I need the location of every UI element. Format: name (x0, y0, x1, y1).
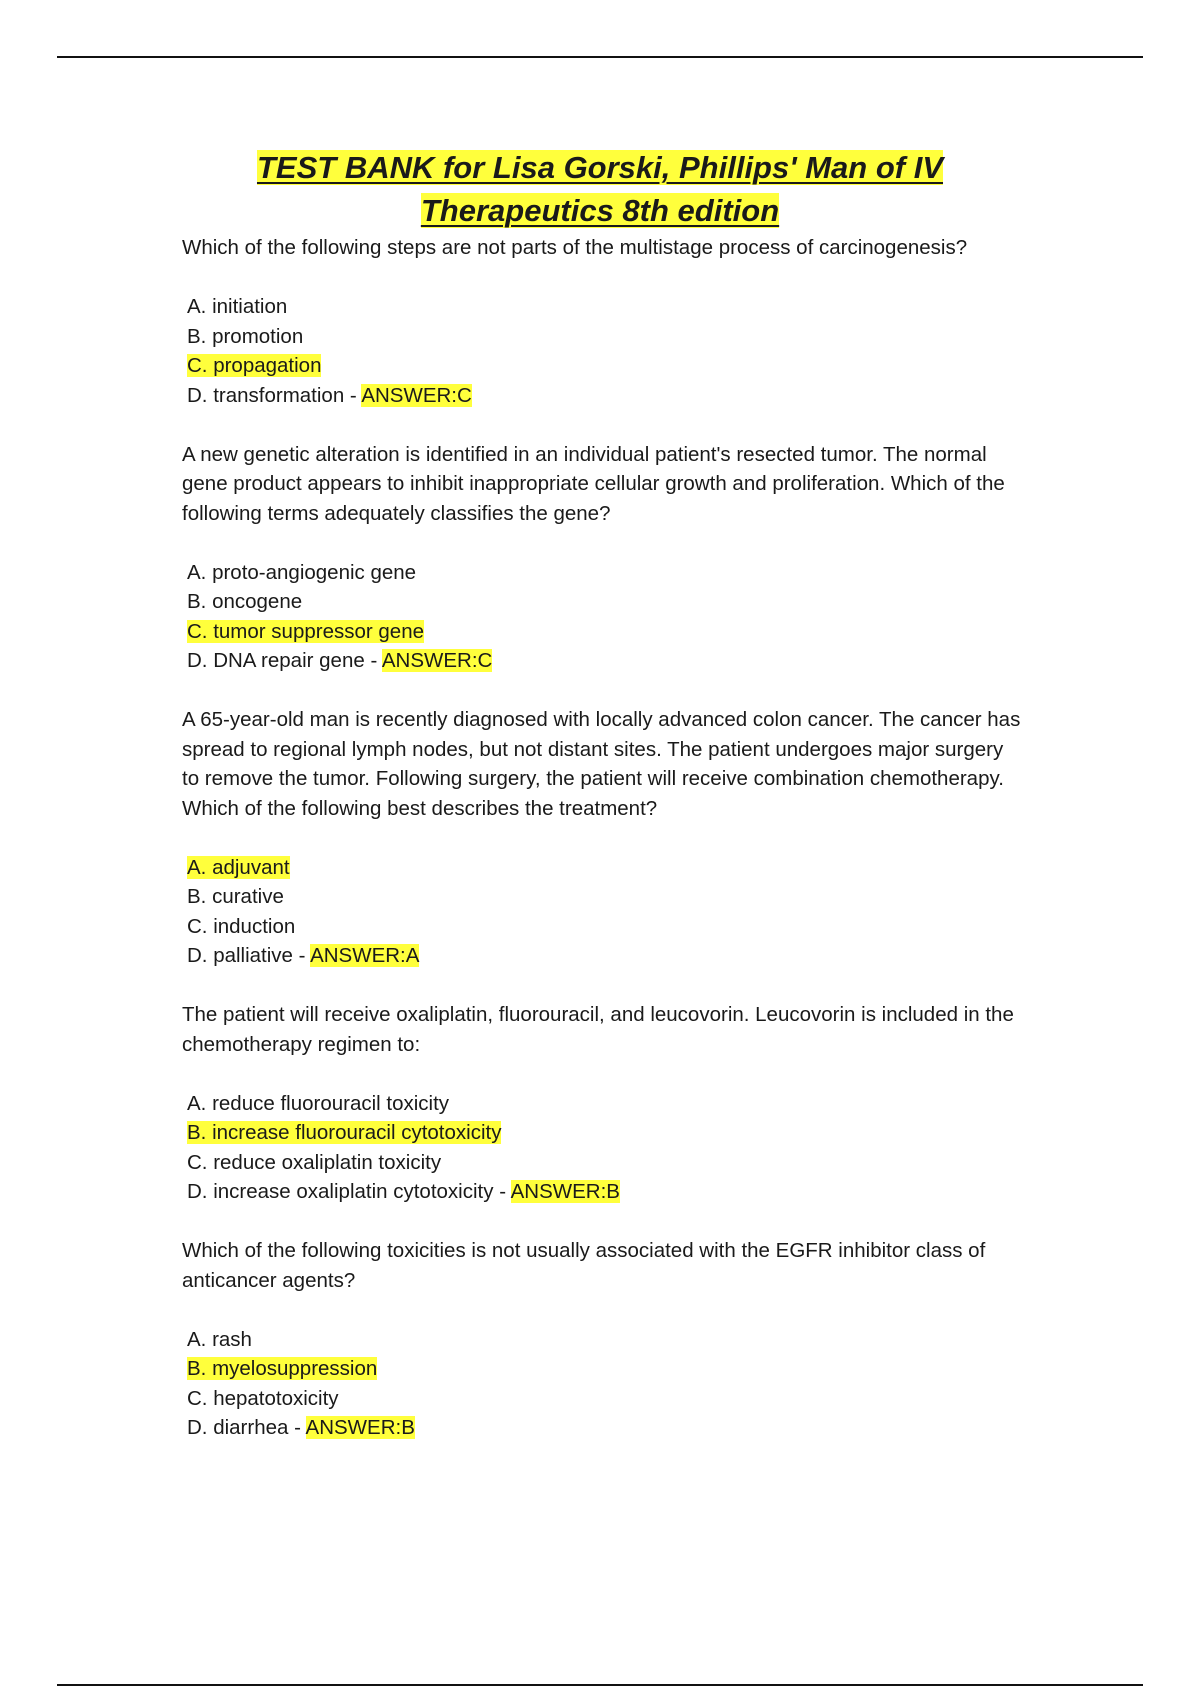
answer-options (182, 558, 1022, 676)
answer-option (187, 292, 1022, 322)
answer-option (187, 941, 1022, 971)
answer-option (187, 381, 1022, 411)
answer-option (187, 646, 1022, 676)
question-block (182, 1236, 1022, 1443)
top-rule (57, 56, 1143, 58)
question-text: Which of the following steps are not parts of the multistage process of carcinogenesis? (182, 236, 968, 259)
answer-option (187, 1325, 1022, 1355)
answer-key: ANSWER:C (361, 383, 472, 407)
answer-separator: - (292, 944, 311, 967)
answer-key: ANSWER:B (510, 1180, 620, 1203)
question-block (182, 233, 1022, 410)
option-text: B. curative (187, 885, 284, 908)
question-block (182, 705, 1022, 971)
question-block (182, 440, 1022, 676)
option-text: A. proto-angiogenic gene (187, 560, 417, 584)
option-text: A. rash (187, 1327, 252, 1351)
answer-options (182, 853, 1022, 971)
option-text: A. reduce fluorouracil toxicity (187, 1091, 450, 1115)
bottom-rule (57, 1684, 1143, 1686)
title-line-1: TEST BANK for Lisa Gorski, Phillips' Man of IV (256, 150, 943, 185)
answer-options (182, 292, 1022, 410)
answer-separator: - (344, 383, 362, 407)
answer-option (187, 912, 1022, 942)
answer-separator: - (288, 1416, 306, 1439)
answer-option (187, 558, 1022, 588)
answer-option (187, 1384, 1022, 1414)
answer-option (187, 1177, 1022, 1207)
question-block (182, 1000, 1022, 1207)
answer-option (187, 1354, 1022, 1384)
title-line-2: Therapeutics 8th edition (420, 193, 780, 228)
answer-option (187, 351, 1022, 381)
option-text: D. transformation (187, 383, 345, 407)
option-text: A. initiation (187, 295, 288, 318)
document-title (0, 146, 1200, 232)
question-text: A 65-year-old man is recently diagnosed with locally advanced colon cancer. The cancer has spread to regional lymph nodes, but not distant sites. The patient undergoes major surgery to remove the tumor. Following surgery, the patient will receive combination chemotherapy. Which of the following best describes the treatment? (182, 708, 1021, 820)
answer-key: ANSWER:B (305, 1416, 415, 1439)
question-text: The patient will receive oxaliplatin, fluorouracil, and leucovorin. Leucovorin is included in the chemotherapy regimen to: (182, 1003, 1014, 1056)
answer-separator: - (364, 649, 382, 672)
question-text: Which of the following toxicities is not usually associated with the EGFR inhibitor class of anticancer agents? (182, 1239, 986, 1292)
option-text: C. reduce oxaliplatin toxicity (187, 1150, 442, 1174)
answer-option (187, 853, 1022, 883)
answer-option (187, 617, 1022, 647)
correct-option-text: B. myelosuppression (187, 1357, 378, 1380)
option-text: C. induction (187, 914, 296, 938)
option-text: B. oncogene (187, 590, 303, 613)
answer-options (182, 1089, 1022, 1207)
option-text: D. increase oxaliplatin cytotoxicity (187, 1180, 494, 1203)
answer-separator: - (493, 1180, 511, 1203)
answer-option (187, 1089, 1022, 1119)
correct-option-text: A. adjuvant (187, 855, 290, 879)
answer-option (187, 587, 1022, 617)
question-list (182, 233, 1022, 1472)
option-text: D. palliative (187, 944, 293, 967)
answer-key: ANSWER:C (381, 649, 493, 672)
answer-options (182, 1325, 1022, 1443)
option-text: D. DNA repair gene (187, 649, 365, 672)
question-text: A new genetic alteration is identified in an individual patient's resected tumor. The normal gene product appears to inhibit inappropriate cellular growth and proliferation. Which of the following terms adequately classifies the gene? (182, 442, 1005, 525)
answer-key: ANSWER:A (310, 944, 420, 967)
option-text: B. promotion (187, 324, 304, 348)
answer-option (187, 1148, 1022, 1178)
option-text: C. hepatotoxicity (187, 1386, 339, 1410)
answer-option (187, 882, 1022, 912)
option-text: D. diarrhea (187, 1416, 289, 1439)
correct-option-text: C. tumor suppressor gene (187, 619, 425, 643)
correct-option-text: C. propagation (187, 354, 322, 377)
answer-option (187, 322, 1022, 352)
answer-option (187, 1413, 1022, 1443)
answer-option (187, 1118, 1022, 1148)
correct-option-text: B. increase fluorouracil cytotoxicity (187, 1121, 502, 1144)
